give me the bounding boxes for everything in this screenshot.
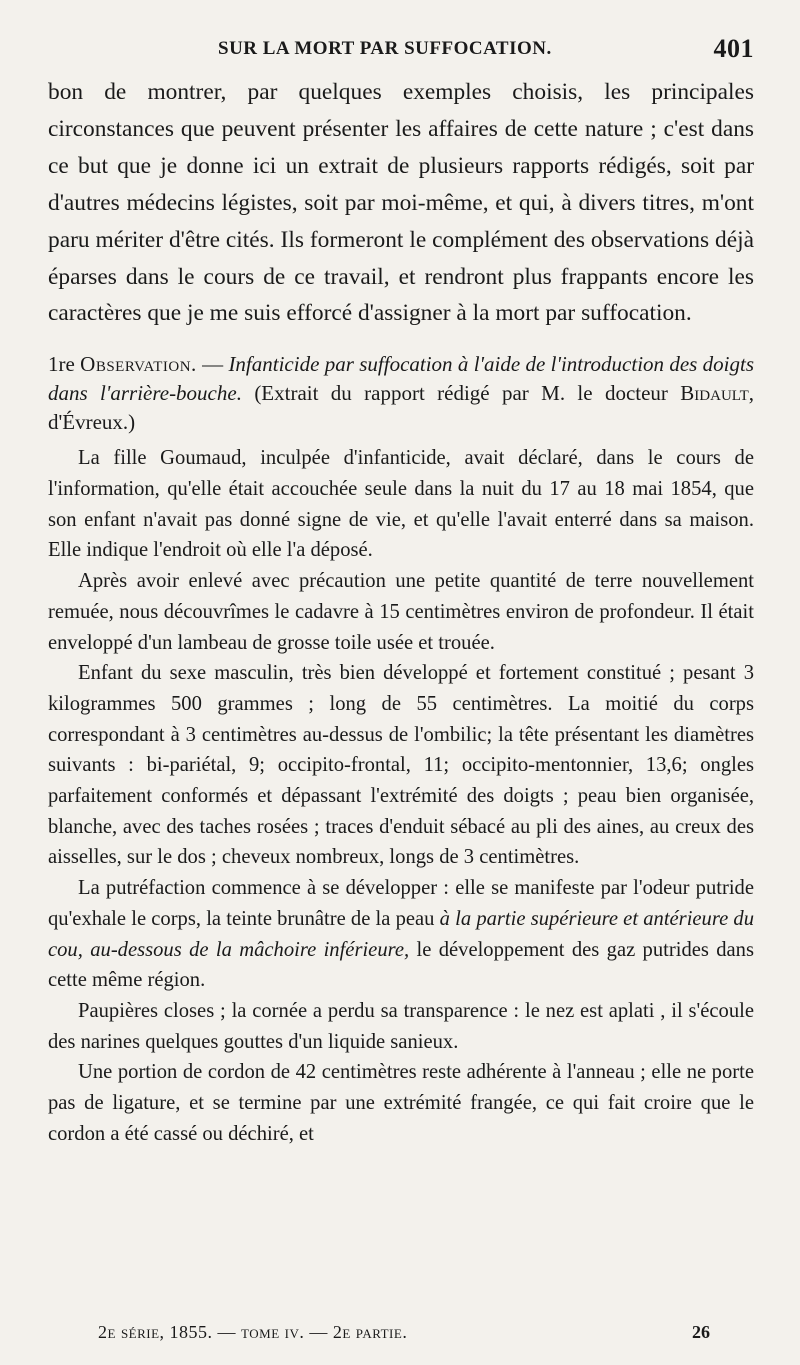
page-number: 401 [713, 34, 754, 63]
paragraph-4-italic: à la partie supérieure et antérieure du cou, au-dessous de la mâchoire inférieure, [48, 907, 755, 961]
paragraph-2: Après avoir enlevé avec précaution une petite quantité de terre nouvellement remuée, nous découvrîmes le cadavre à 15 centimètres environ de profondeur. Il était enveloppé d'un lambeau de grosse toile usée et trouée. [48, 570, 754, 654]
observation-heading [48, 350, 754, 437]
observation-title: Infanticide par suffocation à l'aide de l'introduction des doigts dans l'arrière-bouche. [48, 352, 755, 406]
paragraph-4-end: le développement des gaz putrides dans cette même région. [48, 938, 754, 992]
paragraph-4 [48, 873, 754, 996]
paragraph-6: Une portion de cordon de 42 centimètres reste adhérente à l'anneau ; elle ne porte pas de ligature, et se termine par une extrémité frangée, ce qui fait croire que le cordon a été cassé ou déchiré, et [48, 1061, 754, 1145]
observation-source-name: Bidault [680, 381, 749, 406]
paragraph-5: Paupières closes ; la cornée a perdu sa transparence : le nez est aplati , il s'écoule des narines quelques gouttes d'un liquide sanieux. [48, 1000, 754, 1053]
running-title: SUR LA MORT PAR SUFFOCATION. [218, 38, 552, 59]
paragraph-1: La fille Goumaud, inculpée d'infanticide, avait déclaré, dans le cours de l'information, qu'elle était accouchée seule dans la nuit du 17 au 18 mai 1854, que son enfant n'avait pas donné signe de vie, et qu'elle l'avait enterré dans sa maison. Elle indique l'endroit où elle l'a déposé. [48, 447, 754, 562]
paragraph-4-start: La putréfaction commence à se développer : elle se manifeste par l'odeur putride qu'exhale le corps, la teinte brunâtre de la peau [48, 877, 754, 930]
observation-label: Observation. [80, 352, 197, 377]
observation-source-suffix: , d'Évreux.) [48, 381, 754, 435]
footer-sheet-number: 26 [692, 1322, 710, 1342]
page-header [48, 34, 754, 74]
paragraph-3: Enfant du sexe masculin, très bien développé et fortement constitué ; pesant 3 kilogrammes 500 grammes ; long de 55 centimètres. La moitié du corps correspondant à 3 centimètres au-dessus de l'ombilic; la tête présentant les diamètres suivants : bi-pariétal, 9; occipito-frontal, 11; occipito-mentonnier, 13,6; ongles parfaitement conformés et dépassant l'extrémité des doigts ; peau bien organisée, blanche, avec des taches rosées ; traces d'enduit sébacé au pli des aines, au creux des aisselles, sur le dos ; cheveux nombreux, longs de 3 centimètres. [48, 662, 754, 869]
intro-paragraph: bon de montrer, par quelques exemples choisis, les principales circonstances que peuvent présenter les affaires de cette nature ; c'est dans ce but que je donne ici un extrait de plusieurs rapports rédigés, soit par d'autres médecins légistes, soit par moi-même, et qui, à divers titres, m'ont paru mériter d'être cités. Ils formeront le complément des observations déjà éparses dans le cours de ce travail, et rendront plus frappants encore les caractères que je me suis efforcé d'assigner à la mort par suffocation. [48, 79, 754, 327]
observation-number: 1re [48, 352, 75, 377]
observation-dash: — [202, 352, 224, 377]
observation-source-prefix: (Extrait du rapport rédigé par M. le docteur [254, 381, 668, 406]
footer-signature: 2e série, 1855. — tome iv. — 2e partie. [98, 1322, 408, 1342]
